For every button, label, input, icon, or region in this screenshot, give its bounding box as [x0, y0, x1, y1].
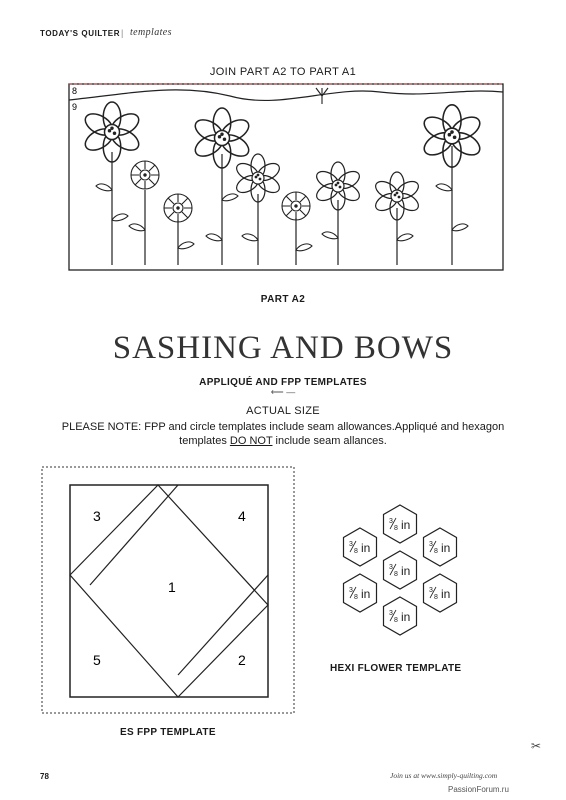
- join-instruction: JOIN PART A2 TO PART A1: [209, 66, 357, 78]
- hexagon-size-denominator: 8: [434, 594, 438, 601]
- fpp-section-3: 3: [93, 508, 101, 524]
- hexagon-size-numerator: 3: [429, 541, 433, 548]
- hexagon-size-unit: in: [401, 518, 411, 532]
- fpp-section-4: 4: [238, 508, 246, 524]
- row-number-9: 9: [72, 102, 78, 112]
- part-label: PART A2: [260, 294, 306, 305]
- hexagon-size-numerator: 3: [349, 541, 353, 548]
- hexi-flower-diagram: [325, 495, 475, 645]
- page-title: SASHING AND BOWS: [112, 330, 454, 366]
- page-number: 78: [40, 772, 49, 781]
- hexagon-size-numerator: 3: [389, 564, 393, 571]
- hexagon-size-denominator: 8: [354, 548, 358, 555]
- scissors-icon: ✂: [531, 739, 542, 753]
- page-subtitle: APPLIQUÉ AND FPP TEMPLATES: [199, 377, 367, 388]
- section-name: templates: [130, 27, 172, 38]
- fpp-section-1: 1: [168, 579, 176, 595]
- row-number-8: 8: [72, 86, 78, 96]
- hexagon-size-numerator: 3: [389, 518, 393, 525]
- hexagon-size-numerator: 3: [349, 587, 353, 594]
- note-emphasis: DO NOT: [229, 435, 273, 447]
- hexagon-size-denominator: 8: [394, 617, 398, 624]
- note-text-after: include seam allances.: [272, 435, 387, 447]
- hexagon-size-denominator: 8: [354, 594, 358, 601]
- hexagon-size-unit: in: [441, 541, 451, 555]
- hexagon-size-unit: in: [401, 564, 411, 578]
- header-separator: |: [121, 28, 124, 38]
- actual-size-label: ACTUAL SIZE: [246, 405, 320, 417]
- hexagon-size-unit: in: [361, 541, 371, 555]
- magazine-brand: TODAY'S QUILTER: [40, 29, 121, 38]
- hexagon-size-numerator: 3: [429, 587, 433, 594]
- hexagon-size-unit: in: [441, 587, 451, 601]
- fpp-section-2: 2: [238, 652, 246, 668]
- watermark: PassionForum.ru: [448, 785, 509, 794]
- hexagon-size-unit: in: [361, 587, 371, 601]
- fpp-section-5: 5: [93, 652, 101, 668]
- fpp-template-diagram: [40, 465, 296, 715]
- website-link[interactable]: Join us at www.simply-quilting.com: [390, 771, 498, 780]
- hexagon-size-numerator: 3: [389, 610, 393, 617]
- hexi-template-label: HEXI FLOWER TEMPLATE: [330, 663, 462, 674]
- hexagon-size-denominator: 8: [394, 525, 398, 532]
- floral-applique-panel: [60, 80, 510, 275]
- hexagon-size-denominator: 8: [394, 571, 398, 578]
- note-text-before: PLEASE NOTE: FPP and circle templates include seam allowances.Appliqué and hexagon templates: [61, 421, 505, 447]
- hexagon-size-denominator: 8: [434, 548, 438, 555]
- fpp-template-label: ES FPP TEMPLATE: [120, 727, 216, 738]
- subtitle-decoration: ⟵ —: [270, 387, 296, 397]
- hexagon-size-unit: in: [401, 610, 411, 624]
- seam-allowance-note: [50, 420, 516, 448]
